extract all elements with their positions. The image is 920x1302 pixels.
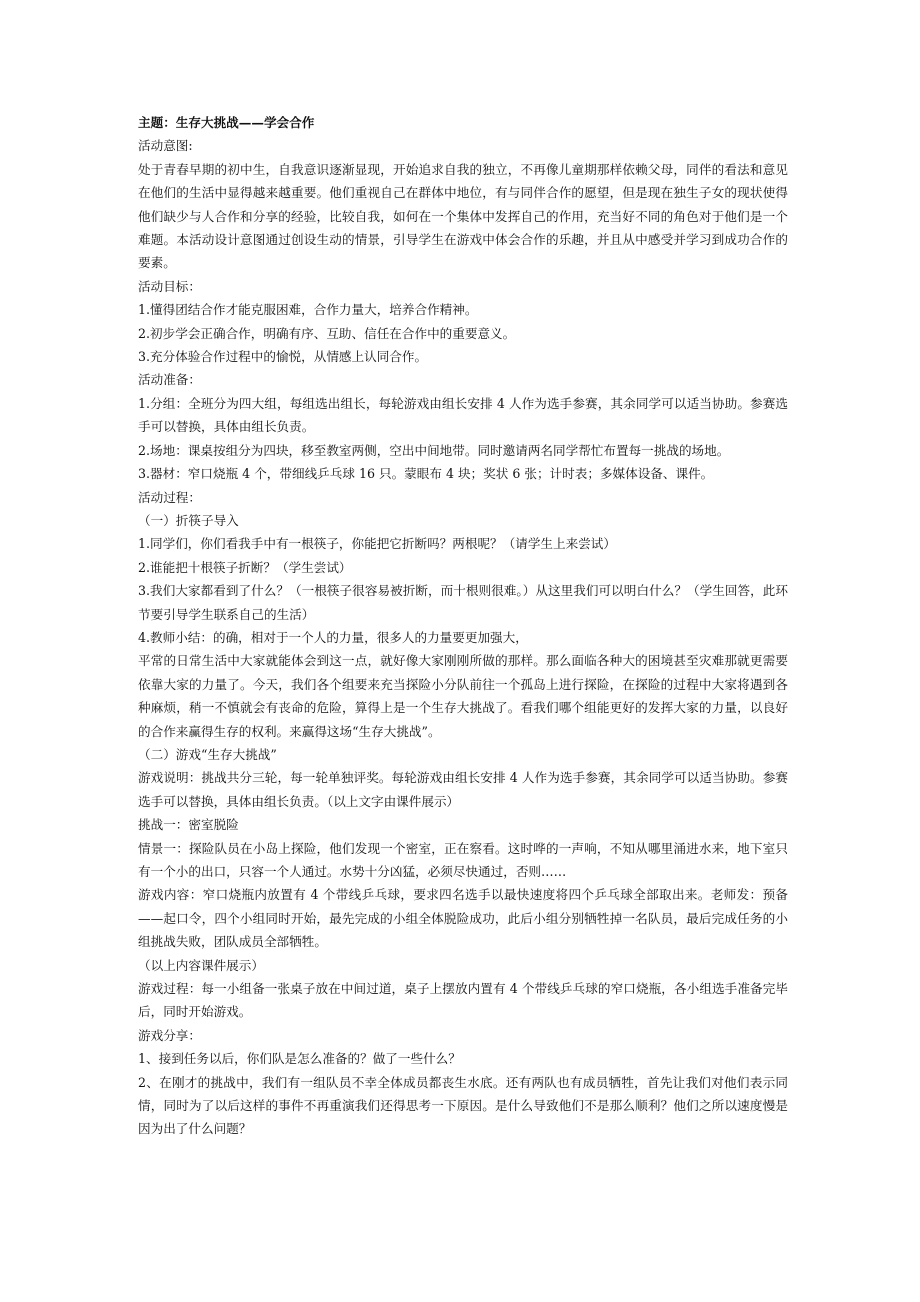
paragraph: （一）折筷子导入 <box>138 512 239 528</box>
paragraph: 情景一：探险队员在小岛上探险，他们发现一个密室，正在察看。这时哗的一声响，不知从哪里涌进水来，地下室只有一个小的出口，只容一个人通过。水势十分凶猛，必须尽快通过，否则…… <box>138 840 788 879</box>
paragraph: 1.懂得团结合作才能克服困难，合作力量大，培养合作精神。 <box>138 302 478 318</box>
paragraph: 3.器材：窄口烧瓶 4 个，带细线乒乓球 16 只。蒙眼布 4 块；奖状 6 张；计时表；多媒体设备、课件。 <box>138 466 714 482</box>
paragraph: 3.充分体验合作过程中的愉悦，从情感上认同合作。 <box>138 349 428 365</box>
paragraph: 挑战一：密室脱险 <box>138 817 239 833</box>
paragraph: （以上内容课件展示） <box>138 957 264 973</box>
paragraph: 游戏内容：窄口烧瓶内放置有 4 个带线乒乓球，要求四名选手以最快速度将四个乒乓球全部取出来。老师发：预备——起口令，四个小组同时开始，最先完成的小组全体脱险成功，此后小组分别牺牲掉一名队员，最后完成任务的小组挑战失败，团队成员全部牺牲。 <box>138 887 788 950</box>
paragraph: 1.同学们，你们看我手中有一根筷子，你能把它折断吗？两根呢？（请学生上来尝试） <box>138 536 616 552</box>
paragraph: 2.初步学会正确合作，明确有序、互助、信任在合作中的重要意义。 <box>138 325 516 341</box>
paragraph: 平常的日常生活中大家就能体会到这一点，就好像大家刚刚所做的那样。那么面临各种大的困境甚至灾难那就更需要依靠大家的力量了。今天，我们各个组要来充当探险小分队前往一个孤岛上进行探险，在探险的过程中大家将遇到各种麻烦，稍一不慎就会有丧命的危险，算得上是一个生存大挑战了。看我们哪个组能更好的发挥大家的力量，以良好的合作来赢得生存的权利。来赢得这场“生存大挑战”。 <box>138 653 788 739</box>
paragraph: 处于青春早期的初中生，自我意识逐渐显现，开始追求自我的独立，不再像儿童期那样依赖父母，同伴的看法和意见在他们的生活中显得越来越重要。他们重视自己在群体中地位，有与同伴合作的愿望，但是现在独生子女的现状使得他们缺少与人合作和分享的经验，比较自我，如何在一个集体中发挥自己的作用，充当好不同的角色对于他们是一个难题。本活动设计意图通过创设生动的情景，引导学生在游戏中体会合作的乐趣，并且从中感受并学习到成功合作的要素。 <box>138 161 788 271</box>
paragraph: 游戏过程：每一小组备一张桌子放在中间过道，桌子上摆放内置有 4 个带线乒乓球的窄口烧瓶，各小组选手准备完毕后，同时开始游戏。 <box>138 981 788 1020</box>
paragraph: 2.场地：课桌按组分为四块，移至教室两侧，空出中间地带。同时邀请两名同学帮忙布置每一挑战的场地。 <box>138 442 730 458</box>
paragraph: 活动过程： <box>138 489 201 505</box>
paragraph: 游戏分享： <box>138 1027 201 1043</box>
paragraph: （二）游戏“生存大挑战” <box>138 746 277 762</box>
paragraph: 2.谁能把十根筷子折断？（学生尝试） <box>138 559 352 575</box>
paragraph: 活动目标： <box>138 278 201 294</box>
paragraph: 2、在刚才的挑战中，我们有一组队员不幸全体成员都丧生水底。还有两队也有成员牺牲，首先让我们对他们表示同情，同时为了以后这样的事件不再重演我们还得思考一下原因。是什么导致他们不是那么顺利？他们之所以速度慢是因为出了什么问题？ <box>138 1074 788 1137</box>
document-page <box>138 111 788 1141</box>
document-body <box>138 134 788 1140</box>
paragraph: 3.我们大家都看到了什么？（一根筷子很容易被折断，而十根则很难。）从这里我们可以明白什么？（学生回答，此环节要引导学生联系自己的生活） <box>138 583 788 622</box>
paragraph: 4.教师小结：的确，相对于一个人的力量，很多人的力量要更加强大， <box>138 629 528 645</box>
paragraph: 1、接到任务以后，你们队是怎么准备的？做了一些什么？ <box>138 1051 461 1067</box>
paragraph: 活动意图: <box>138 138 193 154</box>
document-title: 主题：生存大挑战——学会合作 <box>138 115 315 130</box>
paragraph: 1.分组：全班分为四大组，每组选出组长，每轮游戏由组长安排 4 人作为选手参赛，其余同学可以适当协助。参赛选手可以替换，具体由组长负责。 <box>138 395 788 435</box>
paragraph: 活动准备： <box>138 372 201 388</box>
paragraph: 游戏说明：挑战共分三轮，每一轮单独评奖。每轮游戏由组长安排 4 人作为选手参赛，其余同学可以适当协助。参赛选手可以替换，具体由组长负责。（以上文字由课件展示） <box>138 770 788 809</box>
